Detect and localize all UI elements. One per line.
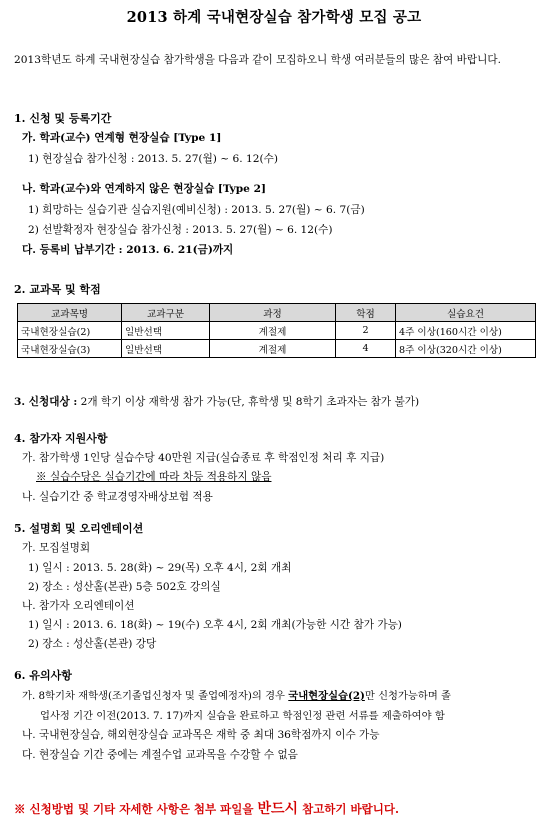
s5-item-ga: 가. 모집설명회	[22, 542, 91, 554]
cell-requirement: 4주 이상(160시간 이상)	[396, 322, 536, 340]
s4-note: ※ 실습수당은 실습기간에 따라 차등 적용하지 않음	[36, 471, 272, 483]
cell-course: 국내현장실습(3)	[18, 340, 122, 358]
cell-category: 일반선택	[122, 322, 210, 340]
s5-item-na2: 2) 장소 : 성산홀(본관) 강당	[28, 638, 157, 650]
footer-notice	[14, 798, 539, 818]
s6-ga-text: 가. 8학기차 재학생(조기졸업신청자 및 졸업예정자)의 경우	[22, 690, 289, 702]
col-header-course: 교과목명	[18, 304, 122, 322]
s6-item-ga	[22, 687, 451, 702]
cell-program: 계절제	[210, 340, 336, 358]
s6-item-na: 나. 국내현장실습, 해외현장실습 교과목은 재학 중 최대 36학점까지 이수 가능	[22, 729, 380, 741]
footer-text: ※ 신청방법 및 기타 자세한 사항은 첨부 파일을	[14, 802, 258, 816]
s1-item-ga1: 1) 현장실습 참가신청 : 2013. 5. 27(월) ~ 6. 12(수)	[28, 153, 278, 165]
col-header-requirement: 실습요건	[396, 304, 536, 322]
s5-item-na: 나. 참가자 오리엔테이션	[22, 600, 135, 612]
section-5-heading: 5. 설명회 및 오리엔테이션	[14, 522, 144, 535]
section-6-heading: 6. 유의사항	[14, 669, 72, 682]
section-3-heading: 3. 신청대상 :	[14, 396, 78, 408]
table-row	[18, 322, 536, 340]
course-table	[17, 303, 536, 358]
cell-course: 국내현장실습(2)	[18, 322, 122, 340]
section-2-heading: 2. 교과목 및 학점	[14, 283, 101, 296]
s5-item-ga2: 2) 장소 : 성산홀(본관) 5층 502호 강의실	[28, 581, 221, 593]
intro-paragraph: 2013학년도 하계 국내현장실습 참가학생을 다음과 같이 모집하오니 학생 여러분들의 많은 참여 바랍니다.	[14, 54, 501, 66]
s1-item-na: 나. 학과(교수)와 연계하지 않은 현장실습 [Type 2]	[22, 183, 266, 195]
s1-item-na2: 2) 선발확정자 현장실습 참가신청 : 2013. 5. 27(월) ~ 6. 12(수)	[28, 224, 333, 236]
col-header-program: 과정	[210, 304, 336, 322]
footer-emphasis: 반드시	[257, 801, 299, 817]
cell-program: 계절제	[210, 322, 336, 340]
cell-category: 일반선택	[122, 340, 210, 358]
s6-ga-text-end: 만 신청가능하며 졸	[364, 690, 451, 702]
s6-ga-emphasis: 국내현장실습(2)	[288, 690, 365, 702]
page-title: 2013 하계 국내현장실습 참가학생 모집 공고	[126, 9, 422, 26]
footer-text-end: 참고하기 바랍니다.	[298, 802, 399, 816]
s4-item-na: 나. 실습기간 중 학교경영자배상보험 적용	[22, 491, 213, 503]
s1-item-na1: 1) 희망하는 실습기관 실습지원(예비신청) : 2013. 5. 27(월) ~ 6. 7(금)	[28, 204, 365, 216]
section-1-heading: 1. 신청 및 등록기간	[14, 112, 112, 125]
s1-item-da: 다. 등록비 납부기간 : 2013. 6. 21(금)까지	[22, 244, 234, 256]
col-header-credits: 학점	[336, 304, 396, 322]
s6-item-ga-continued: 업사정 기간 이전(2013. 7. 17)까지 실습을 완료하고 학점인정 관련 서류를 제출하여야 함	[40, 710, 445, 722]
table-header-row	[18, 304, 536, 322]
section-3	[14, 394, 419, 409]
cell-requirement: 8주 이상(320시간 이상)	[396, 340, 536, 358]
section-4-heading: 4. 참가자 지원사항	[14, 432, 108, 445]
section-3-text: 2개 학기 이상 재학생 참가 가능(단, 휴학생 및 8학기 초과자는 참가 불가)	[80, 396, 420, 408]
s5-item-na1: 1) 일시 : 2013. 6. 18(화) ~ 19(수) 오후 4시, 2회 개최(가능한 시간 참가 가능)	[28, 619, 402, 631]
s4-item-ga: 가. 참가학생 1인당 실습수당 40만원 지급(실습종료 후 학점인정 처리 후 지급)	[22, 452, 385, 464]
cell-credits: 4	[336, 340, 396, 358]
col-header-category: 교과구분	[122, 304, 210, 322]
cell-credits: 2	[336, 322, 396, 340]
s6-item-da: 다. 현장실습 기간 중에는 계절수업 교과목을 수강할 수 없음	[22, 749, 298, 761]
s5-item-ga1: 1) 일시 : 2013. 5. 28(화) ~ 29(목) 오후 4시, 2회 개최	[28, 562, 292, 574]
s1-item-ga: 가. 학과(교수) 연계형 현장실습 [Type 1]	[22, 132, 222, 144]
table-row	[18, 340, 536, 358]
